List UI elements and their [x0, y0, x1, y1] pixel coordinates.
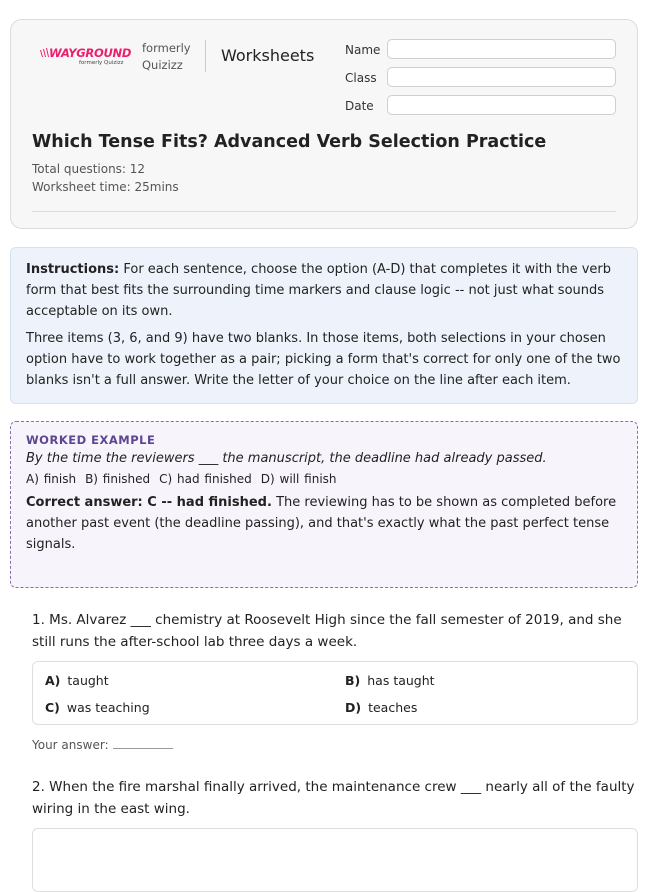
question-1-stem: 1. Ms. Alvarez ___ chemistry at Roosevelt High since the fall semester of 2019, and she still runs the after-school lab three days a week. [32, 612, 622, 650]
section-title: Worksheets [221, 46, 315, 65]
instructions-paragraph-2: Three items (3, 6, and 9) have two blanks. In those items, both selections in your chosen option have to work together as a pair; picking a form that's correct for only one of the two blanks isn't a full answer. Write the letter of your choice on the line after each item. [26, 331, 621, 388]
worksheet-time: Worksheet time: 25mins [32, 180, 179, 194]
example-option: B) finished [85, 472, 151, 486]
answer-line[interactable] [113, 748, 173, 749]
total-questions: Total questions: 12 [32, 162, 146, 176]
option-a[interactable]: A) taught [45, 673, 109, 688]
example-option: D) will finish [260, 472, 337, 486]
header-divider [32, 211, 616, 212]
question-2-options [32, 828, 638, 892]
logo-subtext: formerly Quizizz [79, 60, 124, 66]
worksheet-title: Which Tense Fits? Advanced Verb Selection Practice [32, 132, 547, 152]
worked-example [10, 421, 638, 588]
divider [205, 40, 206, 72]
instructions-box [10, 247, 638, 404]
example-option: C) had finished [159, 472, 252, 486]
formerly-note: formerly Quizizz [142, 41, 191, 72]
example-heading: WORKED EXAMPLE [26, 433, 156, 447]
answer-label: Your answer: [32, 738, 109, 752]
example-options [26, 472, 622, 486]
name-label: Name [345, 43, 381, 57]
wayground-logo [39, 46, 139, 86]
example-sentence: By the time the reviewers ___ the manuscript, the deadline had already passed. [26, 451, 547, 466]
class-field[interactable] [387, 67, 616, 87]
date-field[interactable] [387, 95, 616, 115]
worksheet-header [10, 19, 638, 229]
option-b[interactable]: B) has taught [345, 673, 435, 688]
date-label: Date [345, 99, 374, 113]
example-answer: Correct answer: C -- had finished. The reviewing has to be shown as completed before another past event (the deadline passing), and that's exactly what the past perfect tense signals. [26, 495, 617, 552]
question-2-stem: 2. When the fire marshal finally arrived, the maintenance crew ___ nearly all of the faulty wiring in the east wing. [32, 779, 635, 817]
name-field[interactable] [387, 39, 616, 59]
example-option: A) finish [26, 472, 77, 486]
question-1-options [32, 661, 638, 725]
option-d[interactable]: D) teaches [345, 700, 418, 715]
class-label: Class [345, 71, 377, 85]
instructions-paragraph-1: Instructions: For each sentence, choose the option (A-D) that completes it with the verb form that best fits the surrounding time markers and clause logic -- not just what sounds acceptable on its own. [26, 262, 611, 319]
option-c[interactable]: C) was teaching [45, 700, 150, 715]
logo-text: WAYGROUND [49, 46, 132, 60]
